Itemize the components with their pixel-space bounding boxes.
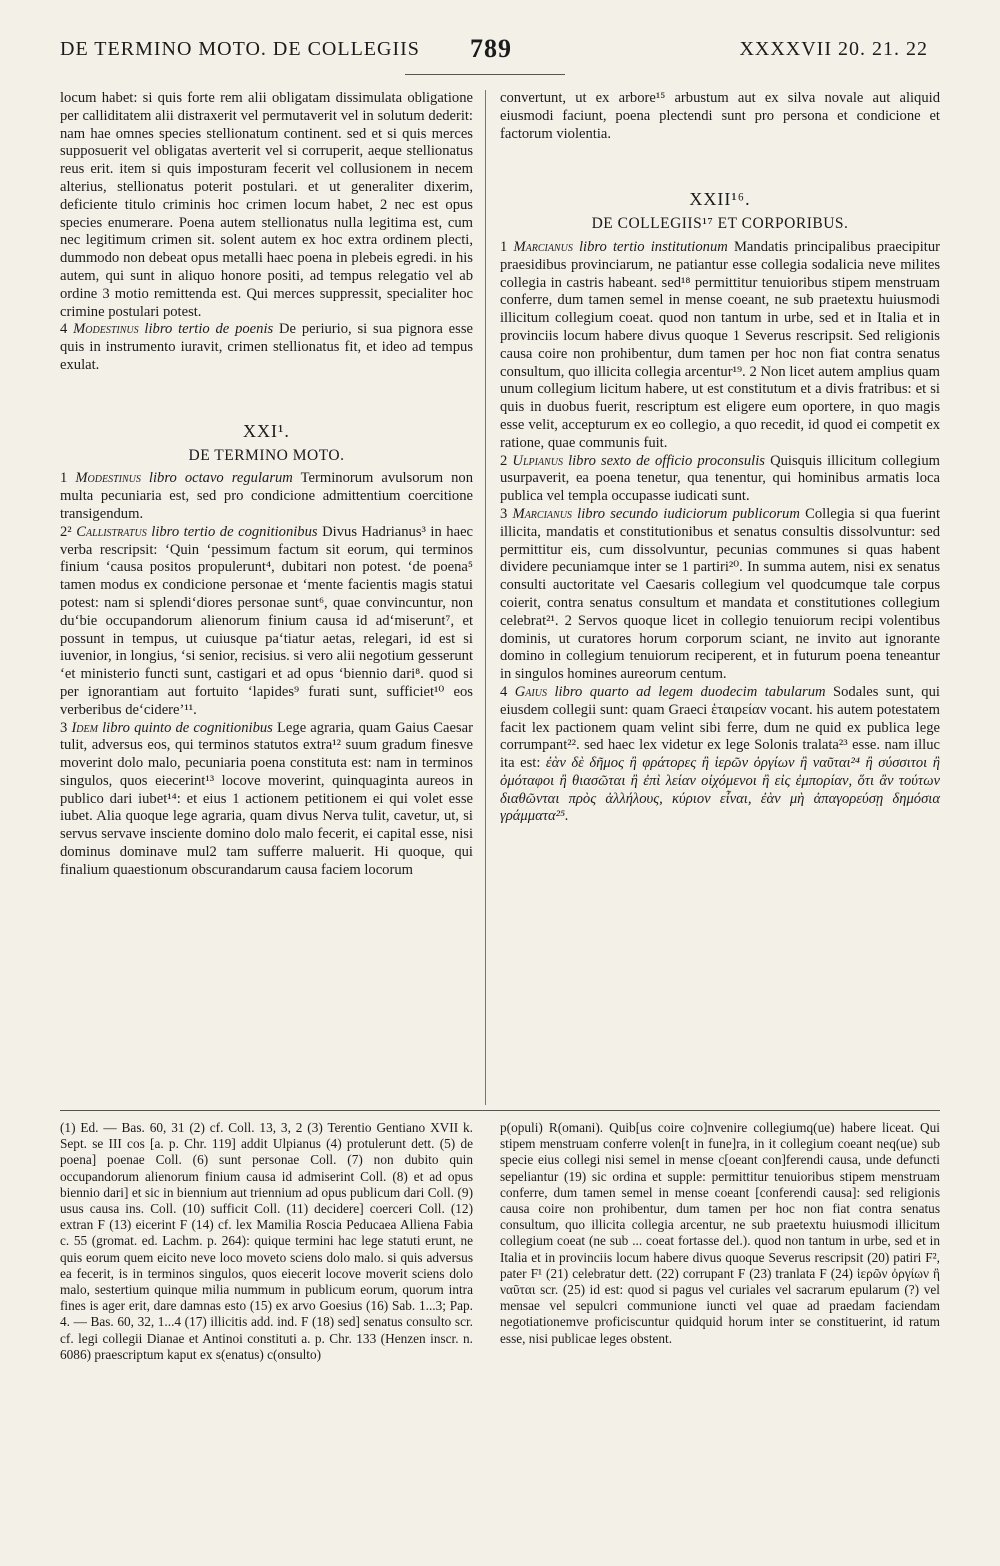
section-1: 1 Modestinus libro octavo regularum Terminorum avulsorum non multa pecuniaria est, sed pro condicione admittentium coercitione transigendum.: [60, 470, 473, 522]
running-head-left: DE TERMINO MOTO. DE COLLEGIIS: [60, 38, 420, 60]
footnotes-left: [60, 1120, 473, 1363]
paragraph: locum habet: si quis forte rem alii obligatam dissimulata obligatione per calliditatem alii distraxerit vel permutaverit vel in solutum dederit: nam hae omnes species stellionatum continent. sed et si quis merces supposuerit vel obligatas averterit vel si corruperit, aeque stellionatus reus erit. item si quis imposturam fecerit vel collusionem in necem alterius, stellionatus poterit postulari. et ut generaliter dixerim, deficiente titulo criminis hoc crimen locum habet, 2 nec est opus species enumerare. Poena autem stellionatus nulla legitima est, cum nec legitimum crimen sit. solent autem ex hoc extra ordinem plecti, dummodo non debeat opus metalli haec poena in plebeis egredi. in his autem, qui sunt in aliquo honore positi, ad tempus relegatio vel ab ordine 3 motio remittenda est. Qui merces suppressit, specialiter hoc crimine postulari potest.: [60, 90, 473, 320]
page-number: 789: [470, 34, 512, 63]
author: Callistratus: [76, 523, 147, 540]
footnote-rule: [60, 1110, 940, 1111]
greek-quotation: ἐὰν δὲ δῆμος ἢ φράτορες ἢ ἱερῶν ὀργίων ἢ ναῦται²⁴ ἢ σύσσιτοι ἢ ὁμόταφοι ἢ θιασῶται ἢ ἐπὶ λείαν οἰχόμενοι ἢ εἰς ἐμπορίαν, ὅτι ἂν τούτων διαθῶνται πρὸς ἀλλήλους, κύριον εἶναι, ἐὰν μὴ ἀπαγορεύσῃ δημόσια γράμματα²⁵.: [500, 755, 940, 825]
title-number: XXI¹.: [243, 420, 290, 441]
title-number: XXII¹⁶.: [689, 189, 751, 210]
source: libro tertio de poenis: [144, 321, 274, 338]
paragraph: convertunt, ut ex arbore¹⁵ arbustum aut ex silva novale aut aliquid eiusmodi faciunt, poena plectendi sunt pro persona et condicione et factorum violentia.: [500, 90, 940, 142]
header-rule: [405, 74, 565, 75]
footnote-text: p(opuli) R(omani). Quib[us coire co]nvenire collegiumq(ue) habere liceat. Qui stipem menstruam conferre volen[t in fune]ra, in it collegium coeant neq(ue) sub specie eius collegi nisi semel in mense c[oeant con]ferendi causa, unde defuncti sepeliantur (19) sic ordina et supple: permittitur tenuioribus stipem menstruam conferre, dum tamen semel in mense coeant [conferendi causa]: sed religionis causa coire non prohibentur, dum tamen per hoc non fiat contra senatus consultum, quo illicita collegia arcentur, ne sub praetextu huiusmodi illicitum collegium coeat (ne sub ... coeat fortasse del.). quod non tantum in urbe, sed et in Italia et in provinciis locum habere divus quoque Severus rescripsit (20) patiri F², pater F¹ (21) celebratur dett. (22) corrupant F (23) tranlata F (24) ἱερῶν ὀργίων ἢ ναῦται scr. (25) id est: quod si pagus vel curiales vel sacrarum epularum (?) vel mensae vel sepulcri communione iuncti vel quae ad praedam faciendam negotiationemve proficiscuntur quidquid horum inter se constituerint, id ratum esse, nisi publicae leges obstent.: [500, 1120, 940, 1346]
source: libro sexto de officio proconsulis: [568, 452, 765, 469]
section-4: 4 Gaius libro quarto ad legem duodecim tabularum Sodales sunt, qui eiusdem collegii sunt: quam Graeci ἑταιρείαν vocant. his autem potestatem facit lex pactionem quam velint sibi ferre, dum ne quid ex publica lege corrumpant²². sed haec lex videtur ex lege Solonis tralata²³ esse. nam illuc ita est: ἐὰν δὲ δῆμος ἢ φράτορες ἢ ἱερῶν ὀργίων ἢ ναῦται²⁴ ἢ σύσσιτοι ἢ ὁμόταφοι ἢ θιασῶται ἢ ἐπὶ λείαν οἰχόμενοι ἢ εἰς ἐμπορίαν, ὅτι ἂν τούτων διαθῶνται πρὸς ἀλλήλους, κύριον εἶναι, ἐὰν μὴ ἀπαγορεύσῃ δημόσια γράμματα²⁵.: [500, 683, 940, 825]
section-2: 2 Ulpianus libro sexto de officio proconsulis Quisquis illicitum collegium usurpaverit, ea poena tenetur, qua tenentur, qui hominibus armatis loca publica vel templa occupasse iudicati sunt.: [500, 452, 940, 505]
section-3: 3 Idem libro quinto de cognitionibus Lege agraria, quam Gaius Caesar tulit, adversus eos, qui terminos statutos extra¹² suum gradum finesve moverint dolo malo, pecuniaria poena constituta est: nam in terminos singulos, quos eiecerint¹³ locove moverint, quinquaginta aureos in publico dari iubet¹⁴: et eius 1 actionem petitionem ei qui volet esse iubet. Alia quoque lege agraria, quam divus Nerva tulit, cavetur, ut, si servus servave insciente domino dolo malo fecerit, ei capital esse, nisi dominus dominave mul2 tam sufferre maluerit. Hi quoque, qui finalium quaestionum obscurandarum causa faciem locorum: [60, 719, 474, 878]
right-column: [500, 90, 940, 826]
footnotes-right: [500, 1120, 940, 1347]
source: libro secundo iudiciorum publicorum: [577, 505, 800, 522]
column-divider: [485, 90, 486, 1105]
title-heading: DE COLLEGIIS¹⁷ ET CORPORIBUS.: [591, 215, 849, 233]
footnote-text: (1) Ed. — Bas. 60, 31 (2) cf. Coll. 13, 3, 2 (3) Terentio Gentiano XVII k. Sept. se III cos [a. p. Chr. 119] addit Ulpianus (4) protulerunt dett. (5) de poena] poenae Coll. (6) sunt personae Coll. (7) non dubito quin occupandorum alienorum finium causa id admiserint Coll. (8) et ad opus biennio dari] et sic in biennium aut triennium ad opus publicum dari Coll. (9) usus causa ins. Coll. (10) sufficit Coll. (11) decidere] coerceri Coll. (12) extran F (13) eicerint F (14) cf. lex Mamilia Roscia Peducaea Alliena Fabia c. 55 (gromat. ed. Lachm. p. 264): quique termini hac lege statuti erunt, ne quis eorum quem eicito neve loco moveto sciens dolo malo. si quis adversus ea fecerit, is in terminos singulos, quos eiecerit locove moverit sciens dolo malo, sestertium quinque milia nummum in publicum eorum, quorum intra fines is ager erit, dare damnas esto (15) ex arvo Goesius (16) Sab. 1...3; Pap. 4. — Bas. 60, 32, 1...4 (17) illicitis add. ind. F (18) sed] senatus consulto scr. cf. legi collegii Dianae et Antinoi constituti a. p. Chr. 133 (Henzen inscr. n. 6086) praescriptum kaput ex s(enatus) c(onsulto): [60, 1120, 473, 1362]
author: Modestinus: [75, 470, 141, 487]
section-1: 1 Marcianus libro tertio institutionum Mandatis principalibus praecipitur praesidibus provinciarum, ne patiantur esse collegia sodalicia neve milites collegia in castris habeant. sed¹⁸ permittitur tenuioribus stipem menstruam conferre, dum tamen semel in mense coeant, ne sub praetextu huiusmodi illicitum collegium coeat. quod non tantum in urbe, sed et in Italia et in provinciis locum habere divus quoque 1 Severus rescripsit. Sed religionis causa coire non prohibentur, dum tamen per hoc non fiat contra senatus consultum, quo illicita collegia arcentur¹⁹. 2 Non licet autem amplius quam unum collegium licitum habere, ut est constitutum et a divis fratribus: et si quis in duobus fuerit, rescriptum est eligere eum oportere, in quo magis esse velit, accepturum ex eo collegio, a quo recedit, id quod ei competit ex ratione, quae communis fuit.: [500, 238, 940, 451]
section-2: 2² Callistratus libro tertio de cognitionibus Divus Hadrianus³ in haec verba rescripsit: ‘Quin ‘pessimum factum sit eorum, qui terminos finium ‘causa positos propulerunt⁴, dubitari non potest. ‘de poena⁵ tamen modus ex condicione personae et ‘mente facientis magis statui potest: nam si splendi‘diores personae sunt⁶, quae convincuntur, non du‘bie occupandorum alienorum finium causa id ad‘miserunt⁷, et possunt in tempus, ut cuiusque pa‘tiatur aetas, relegari, id est si iuvenior, in longius, ‘si senior, recisius. si vero alii negotium gesserunt ‘et ministerio functi sunt, castigari et ad opus ‘biennio dari⁸. quod si per ignorantiam aut fortuito ‘lapides⁹ furati sunt, sufficiet¹⁰ eos verberibus de‘cidere’¹¹.: [60, 523, 474, 718]
section-4: 4 Modestinus libro tertio de poenis De periurio, si sua pignora esse quis in instrumento iuravit, crimen stellionatus fit, et ideo ad tempus exulat.: [60, 321, 473, 373]
author: Modestinus: [73, 321, 139, 338]
source: libro octavo regularum: [148, 470, 293, 487]
author: Ulpianus: [512, 452, 563, 469]
source: libro tertio de cognitionibus: [151, 523, 318, 540]
author: Marcianus: [512, 505, 572, 522]
source: libro quarto ad legem duodecim tabularum: [554, 683, 826, 700]
source: libro quinto de cognitionibus: [102, 719, 273, 736]
author: Gaius: [514, 683, 547, 700]
running-head-right: XXXXVII 20. 21. 22: [739, 38, 928, 60]
source: libro tertio institutionum: [578, 238, 728, 255]
left-column: [60, 90, 473, 880]
section-3: 3 Marcianus libro secundo iudiciorum publicorum Collegia si qua fuerint illicita, mandatis et constitutionibus et senatus consultis dissolvuntur: sed permittitur eis, cum dissolvuntur, pecunias communes si quas habent dividere pecuniamque inter se 1 partiri²⁰. In summa autem, nisi ex senatus consulti auctoritate vel Caesaris collegium vel quodcumque tale corpus coierit, contra senatus consultum et mandata et constitutiones collegium celebrat²¹. 2 Servos quoque licet in collegio tenuiorum recipi volentibus dominis, ut curatores horum corporum sciant, ne invito aut ignorante domino in collegium tenuiorum reciperent, et in futurum poena teneantur in singulos homines aureorum centum.: [500, 505, 941, 683]
title-heading: DE TERMINO MOTO.: [188, 446, 345, 464]
author: Idem: [71, 719, 98, 736]
author: Marcianus: [513, 238, 573, 255]
